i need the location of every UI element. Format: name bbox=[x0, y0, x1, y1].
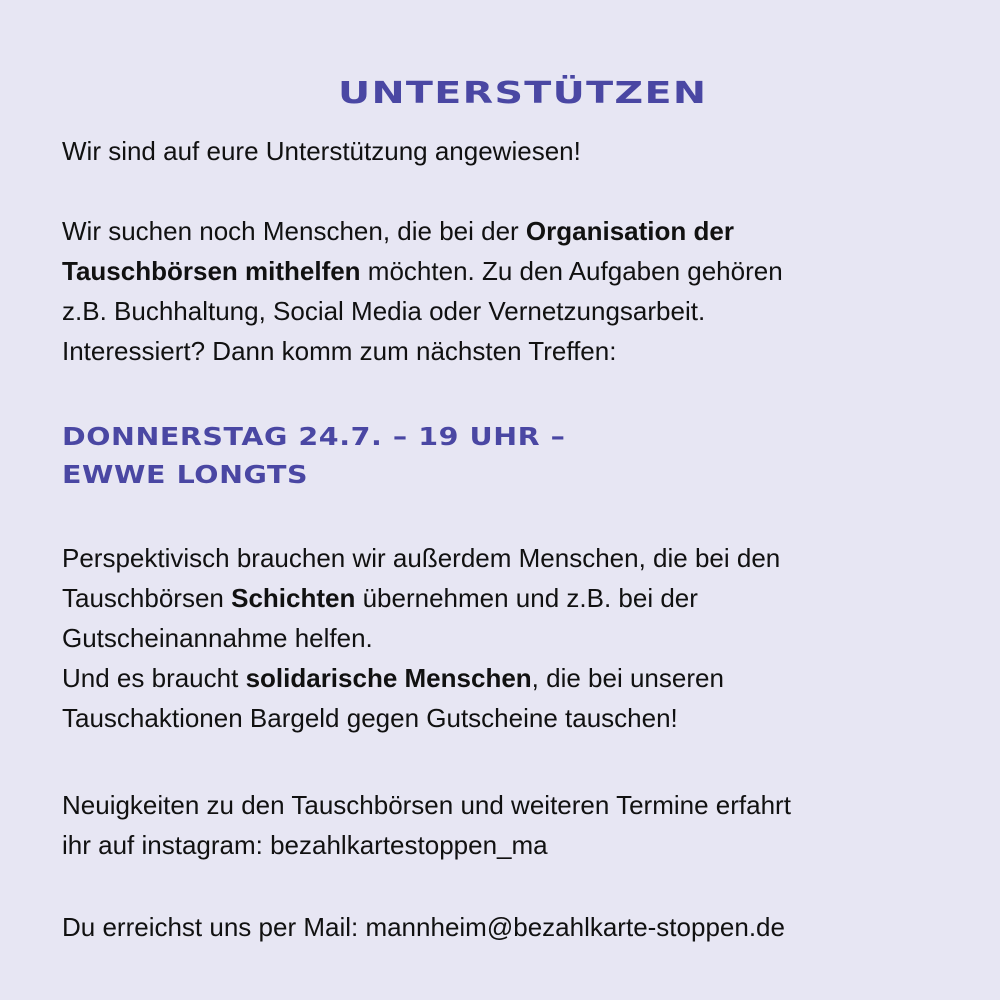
shifts-line-4-text: Und es braucht bbox=[62, 663, 246, 693]
shifts-line-2-bold: Schichten bbox=[231, 583, 356, 613]
meeting-location: EWWE LONGTS bbox=[62, 460, 309, 489]
shifts-line-5: Tauschaktionen Bargeld gegen Gutscheine tauschen! bbox=[62, 703, 678, 733]
news-paragraph bbox=[62, 785, 791, 865]
shifts-paragraph bbox=[62, 538, 780, 738]
contact-line: Du erreichst uns per Mail: mannheim@bezahlkarte-stoppen.de bbox=[62, 912, 785, 942]
title-container bbox=[338, 74, 708, 114]
organisation-line-1-text: Wir suchen noch Menschen, die bei der bbox=[62, 216, 526, 246]
organisation-line-2 bbox=[62, 251, 783, 291]
meeting-highlight bbox=[62, 418, 566, 494]
page-title: UNTERSTÜTZEN bbox=[338, 76, 708, 111]
support-page bbox=[62, 0, 942, 1000]
shifts-line-4-rest: , die bei unseren bbox=[531, 663, 724, 693]
intro-paragraph bbox=[62, 131, 581, 171]
shifts-line-2-text: Tauschbörsen bbox=[62, 583, 232, 613]
shifts-line-4 bbox=[62, 658, 780, 698]
shifts-line-4-bold: solidarische Menschen bbox=[245, 663, 532, 693]
news-line-2: ihr auf instagram: bezahlkartestoppen_ma bbox=[62, 830, 548, 860]
contact-paragraph bbox=[62, 907, 785, 947]
intro-text: Wir sind auf eure Unterstützung angewiesen! bbox=[62, 136, 581, 166]
meeting-date-time: DONNERSTAG 24.7. – 19 UHR – bbox=[62, 422, 566, 451]
organisation-line-3: z.B. Buchhaltung, Social Media oder Vernetzungsarbeit. bbox=[62, 296, 706, 326]
organisation-line-2-text: möchten. Zu den Aufgaben gehören bbox=[360, 256, 783, 286]
news-line-1: Neuigkeiten zu den Tauschbörsen und weiteren Termine erfahrt bbox=[62, 790, 791, 820]
organisation-line-4: Interessiert? Dann komm zum nächsten Treffen: bbox=[62, 336, 617, 366]
organisation-line-1 bbox=[62, 211, 783, 251]
organisation-line-2-bold: Tauschbörsen mithelfen bbox=[62, 256, 361, 286]
organisation-paragraph bbox=[62, 211, 783, 371]
shifts-line-2-rest: übernehmen und z.B. bei der bbox=[355, 583, 698, 613]
shifts-line-2 bbox=[62, 578, 780, 618]
shifts-line-3: Gutscheinannahme helfen. bbox=[62, 623, 373, 653]
organisation-line-1-bold: Organisation der bbox=[525, 216, 734, 246]
shifts-line-1: Perspektivisch brauchen wir außerdem Menschen, die bei den bbox=[62, 543, 781, 573]
